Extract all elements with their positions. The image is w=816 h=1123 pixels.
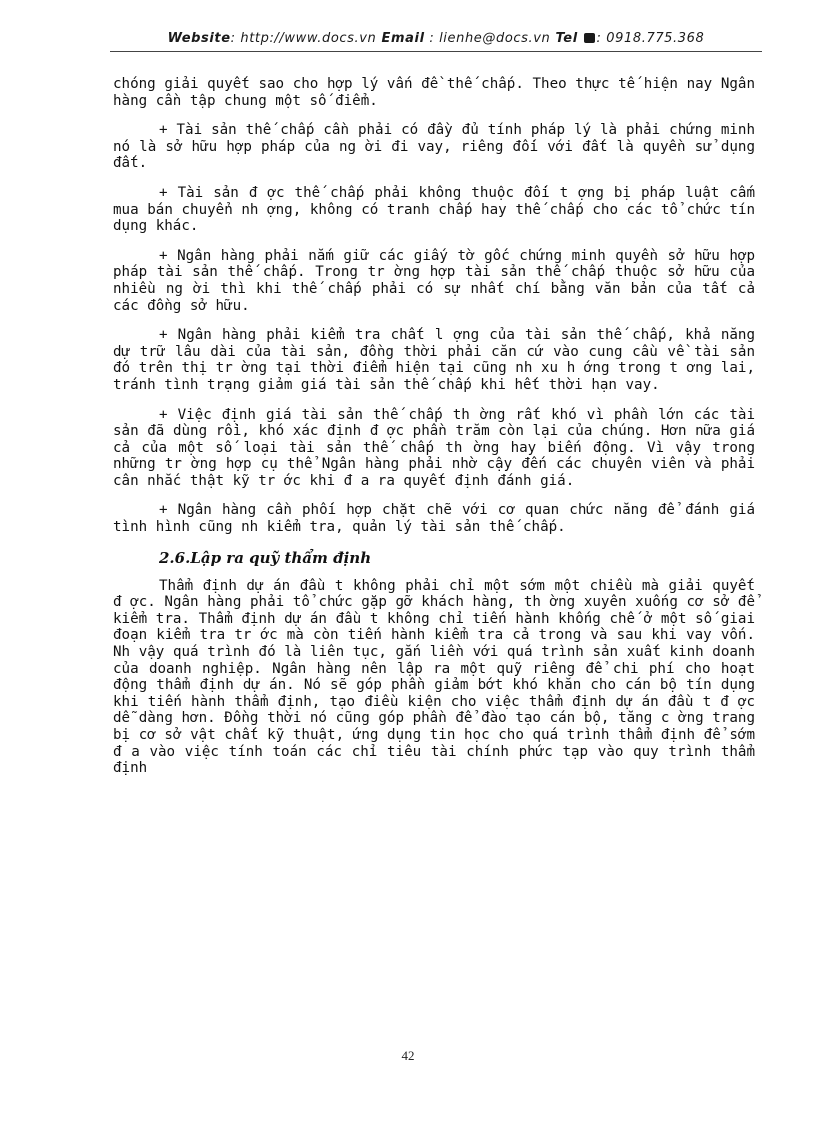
paragraph-3: + Tài sản đ ợc thế chấp phải không thuộc đối t ợng bị pháp luật cấm mua bán chuyển nh ợng, không có tranh chấp hay thế chấp cho các tổ chức tín dụng khác. xyxy=(113,184,755,235)
page-number: 42 xyxy=(401,1048,415,1063)
paragraph-4: + Ngân hàng phải nắm giữ các giấy tờ gốc chứng minh quyền sở hữu hợp pháp tài sản thế chấp. Trong tr ờng hợp tài sản thế chấp thuộc sở hữu của nhiều ng ời thì khi thế chấp phải có sự nhất chí bằng văn bản của tất cả các đồng sở hữu. xyxy=(113,247,755,314)
header-divider xyxy=(110,51,762,52)
website-url: : http://www.docs.vn xyxy=(230,31,377,46)
document-body xyxy=(113,76,755,777)
tel-label: Tel xyxy=(550,31,578,46)
telephone-icon xyxy=(584,33,595,43)
email-label: Email xyxy=(376,31,425,46)
section-heading: 2.6.Lập ra quỹ thẩm định xyxy=(159,548,372,567)
section-paragraph: Thẩm định dự án đầu t không phải chỉ một sớm một chiều mà giải quyết đ ợc. Ngân hàng phải tổ chức gặp gỡ khách hàng, th ờng xuyên xuống cơ sở để kiểm tra. Thẩm định dự án đầu t không chỉ tiến hành khống chế ở một số giai đoạn kiểm tra tr ớc mà còn tiến hành kiểm tra cả trong và sau khi vay vốn. Nh vậy quá trình đó là liên tục, gắn liền với quá trình sản xuất kinh doanh của doanh nghiệp. Ngân hàng nên lập ra một quỹ riêng để chi phí cho hoạt động thẩm định dự án. Nó sẽ góp phần giảm bớt khó khăn cho cán bộ tín dụng khi tiến hành thẩm định, tạo điều kiện cho việc thẩm định dự án đầu t đ ợc dễ dàng hơn. Đồng thời nó cũng góp phần để đào tạo cán bộ, tăng c ờng trang bị cơ sở vật chất kỹ thuật, ứng dụng tin học cho quá trình thẩm định để sớm đ a vào việc tính toán các chỉ tiêu tài chính phức tạp vào quy trình thẩm định xyxy=(113,577,755,777)
paragraph-5: + Ngân hàng phải kiểm tra chất l ợng của tài sản thế chấp, khả năng dự trữ lâu dài của tài sản, đồng thời phải căn cứ vào cung cầu về tài sản đó trên thị tr ờng tại thời điểm hiện tại cũng nh xu h ớng trong t ơng lai, tránh tình trạng giảm giá tài sản thế chấp khi hết thời hạn vay. xyxy=(113,327,755,393)
tel-value: : 0918.775.368 xyxy=(596,31,705,46)
website-label: Website xyxy=(167,31,231,46)
paragraph-2: + Tài sản thế chấp cần phải có đầy đủ tính pháp lý là phải chứng minh nó là sở hữu hợp pháp của ng ời đi vay, riêng đối với đất là quyền sử dụng đất. xyxy=(113,122,755,172)
email-value: : lienhe@docs.vn xyxy=(424,31,551,46)
paragraph-1: chóng giải quyết sao cho hợp lý vấn đề thế chấp. Theo thực tế hiện nay Ngân hàng cần tập chung một số điểm. xyxy=(113,76,755,109)
paragraph-6: + Việc định giá tài sản thế chấp th ờng rất khó vì phần lớn các tài sản đã dùng rồi, khó xác định đ ợc phần trăm còn lại của chúng. Hơn nữa giá cả của một số loại tài sản thế chấp th ờng hay biến động. Vì vậy trong những tr ờng hợp cụ thể Ngân hàng phải nhờ cậy đến các chuyên viên và phải cân nhắc thật kỹ tr ớc khi đ a ra quyết định đánh giá. xyxy=(113,406,755,489)
paragraph-7: + Ngân hàng cần phối hợp chặt chẽ với cơ quan chức năng để đánh giá tình hình cũng nh kiểm tra, quản lý tài sản thế chấp. xyxy=(113,502,755,536)
page-header xyxy=(110,31,762,46)
